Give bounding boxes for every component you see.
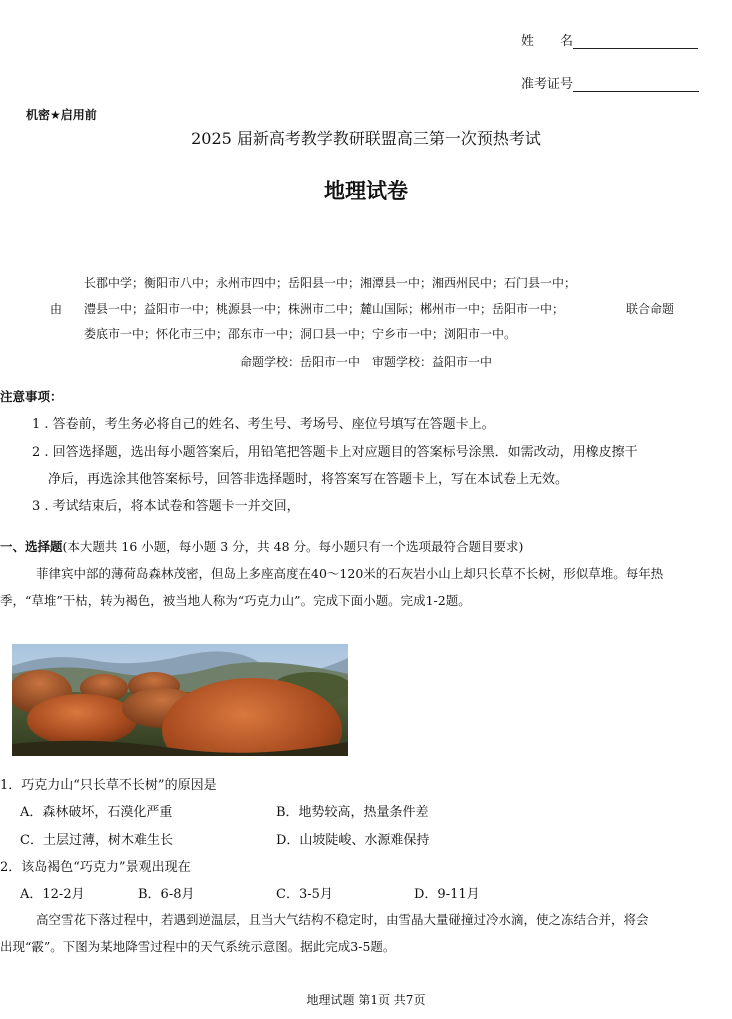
name-blank[interactable] [573,34,698,49]
intro-line-1: 菲律宾中部的薄荷岛森林茂密，但岛上多座高度在40～120米的石灰岩小山上却只长草不长树，形似草堆。每年热 [36,566,664,581]
page-footer: 地理试题 第1页 共7页 [306,993,426,1007]
notice-item-2a: 2 . 回答选择题，选出每小题答案后，用铅笔把答题卡上对应题目的答案标号涂黑．如需改动，用橡皮擦干 [32,445,638,460]
proposer-info: 命题学校：岳阳市一中 审题学校：益阳市一中 [239,355,492,369]
q2-option-d[interactable]: D．9-11月 [414,887,480,902]
notice-item-3: 3 . 考试结束后，将本试卷和答题卡一并交回， [32,499,300,514]
intro-line-2: 季，“草堆”干枯，转为褐色，被当地人称为“巧克力山”。完成下面小题。完成1-2题。 [0,593,471,608]
subject-title: 地理试卷 [324,179,408,203]
exam-number-label: 准考证号 [521,77,574,92]
q1-option-c[interactable]: C．土层过薄，树木难生长 [20,833,173,848]
q1-stem: 1．巧克力山“只长草不长树”的原因是 [0,778,217,793]
name-field[interactable] [521,30,698,49]
q2-stem: 2．该岛褐色“巧克力”景观出现在 [0,860,191,875]
q1-option-d[interactable]: D．山坡陡峻、水源难保持 [276,833,430,848]
section-heading [0,537,523,555]
name-label: 姓 名 [521,34,574,49]
schools-line-3: 娄底市一中；怀化市三中；邵东市一中；洞口县一中；宁乡市一中；浏阳市一中。 [84,327,517,341]
exam-number-blank[interactable] [573,77,699,92]
q1-option-a[interactable]: A．森林破坏，石漠化严重 [20,805,173,820]
q2-option-a[interactable]: A．12-2月 [20,887,85,902]
schools-line-2: 澧县一中；益阳市一中；桃源县一中；株洲市二中；麓山国际；郴州市一中；岳阳市一中； [84,302,565,316]
section-desc: (本大题共 16 小题，每小题 3 分，共 48 分。每小题只有一个选项最符合题目要求) [62,539,524,554]
notice-title: 注意事项： [0,389,63,404]
exam-number-field[interactable] [521,73,699,92]
chocolate-hills-photo [12,644,348,756]
confidential-mark: 机密★启用前 [26,108,97,122]
schools-prefix: 由 [50,302,63,316]
notice-item-2b: 净后，再选涂其他答案标号，回答非选择题时，将答案写在答题卡上，写在本试卷上无效。 [48,472,569,487]
schools-line-1: 长郡中学；衡阳市八中；永州市四中；岳阳县一中；湘潭县一中；湘西州民中；石门县一中； [84,276,577,290]
passage-line-1: 高空雪花下落过程中，若遇到逆温层，且当大气结构不稳定时，由雪晶大量碰撞过冷水滴，使之冻结合并，将会 [36,912,649,927]
q2-option-b[interactable]: B．6-8月 [138,887,195,902]
notice-item-1: 1 . 答卷前，考生务必将自己的姓名、考生号、考场号、座位号填写在答题卡上。 [32,417,495,432]
joint-proposal-label: 联合命题 [626,302,675,316]
q2-option-c[interactable]: C．3-5月 [276,887,333,902]
exam-title: 2025 届新高考教学教研联盟高三第一次预热考试 [191,129,541,148]
section-title: 一、选择题 [0,539,63,554]
q1-option-b[interactable]: B．地势较高，热量条件差 [276,805,429,820]
passage-line-2: 出现“霰”。下图为某地降雪过程中的天气系统示意图。据此完成3-5题。 [0,939,396,954]
